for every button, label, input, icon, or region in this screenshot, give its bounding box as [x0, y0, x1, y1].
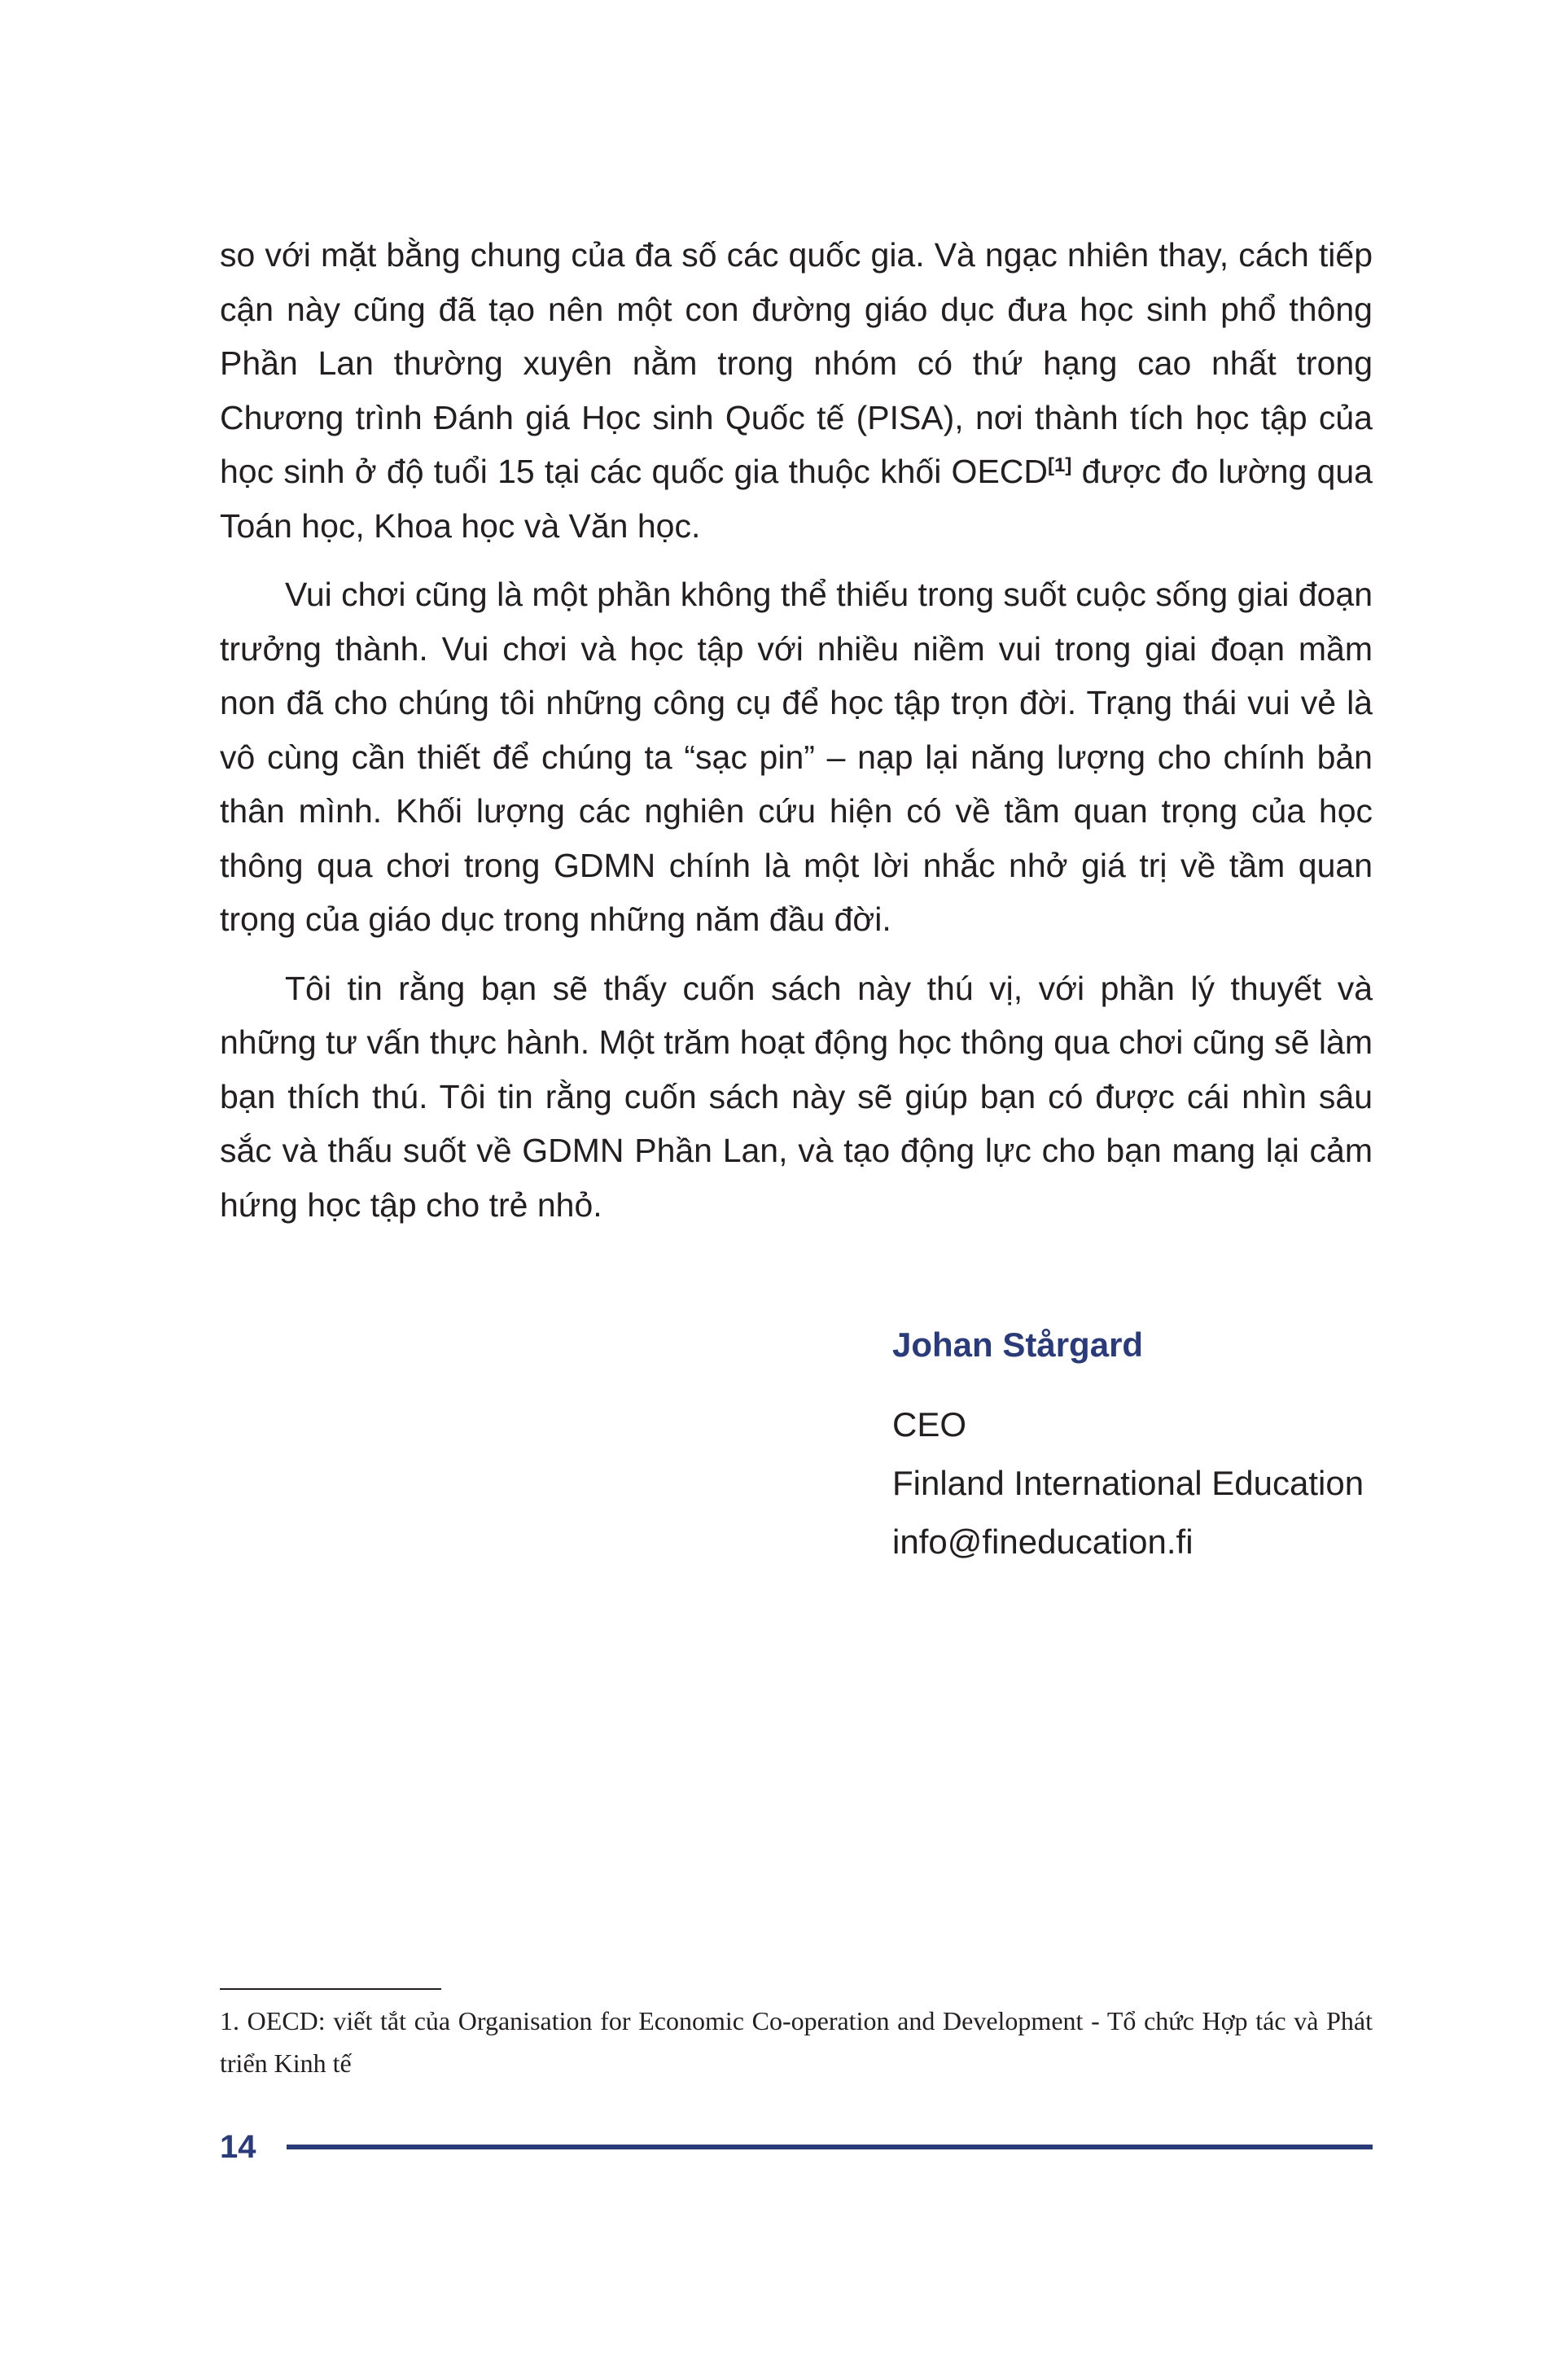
- footnote-divider: [220, 1988, 441, 1990]
- footnote-reference[interactable]: [1]: [1048, 454, 1072, 476]
- page-number: 14: [220, 2129, 256, 2165]
- page-footer-rule: [287, 2145, 1373, 2149]
- author-name: Johan Stårgard: [892, 1325, 1144, 1364]
- paragraph-2: Vui chơi cũng là một phần không thể thiếu trong suốt cuộc sống giai đoạn trưởng thành. Vui chơi và học tập với nhiều niềm vui trong giai đoạn mầm non đã cho chúng tôi những công cụ để học tập trọn đời. Trạng thái vui vẻ là vô cùng cần thiết để chúng ta “sạc pin” – nạp lại năng lượng cho chính bản thân mình. Khối lượng các nghiên cứu hiện có về tầm quan trọng của học thông qua chơi trong GDMN chính là một lời nhắc nhở giá trị về tầm quan trọng của giáo dục trong những năm đầu đời.: [220, 576, 1373, 938]
- paragraph-3: Tôi tin rằng bạn sẽ thấy cuốn sách này thú vị, với phần lý thuyết và những tư vấn thực hành. Một trăm hoạt động học thông qua chơi cũng sẽ làm bạn thích thú. Tôi tin rằng cuốn sách này sẽ giúp bạn có được cái nhìn sâu sắc và thấu suốt về GDMN Phần Lan, và tạo động lực cho bạn mang lại cảm hứng học tập cho trẻ nhỏ.: [220, 969, 1373, 1224]
- paragraph-1-text-continued: được đo lường qua Toán học, Khoa học và Văn học.: [220, 453, 1373, 545]
- footnote: 1. OECD: viết tắt của Organisation for Economic Co-operation and Development - Tổ chức Hợp tác và Phát triển Kinh tế: [220, 2006, 1373, 2078]
- main-text: [220, 228, 1373, 1247]
- signature-block: [892, 1325, 1381, 1571]
- paragraph-1-text: so với mặt bằng chung của đa số các quốc gia. Và ngạc nhiên thay, cách tiếp cận này cũng đã tạo nên một con đường giáo dục đưa học sinh phổ thông Phần Lan thường xuyên nằm trong nhóm có thứ hạng cao nhất trong Chương trình Đánh giá Học sinh Quốc tế (PISA), nơi thành tích học tập của học sinh ở độ tuổi 15 tại các quốc gia thuộc khối OECD: [220, 236, 1373, 490]
- author-title: CEO: [892, 1405, 967, 1444]
- paragraph-1: [220, 228, 1373, 553]
- author-email[interactable]: info@fineducation.fi: [892, 1523, 1194, 1561]
- author-organization: Finland International Education: [892, 1464, 1364, 1502]
